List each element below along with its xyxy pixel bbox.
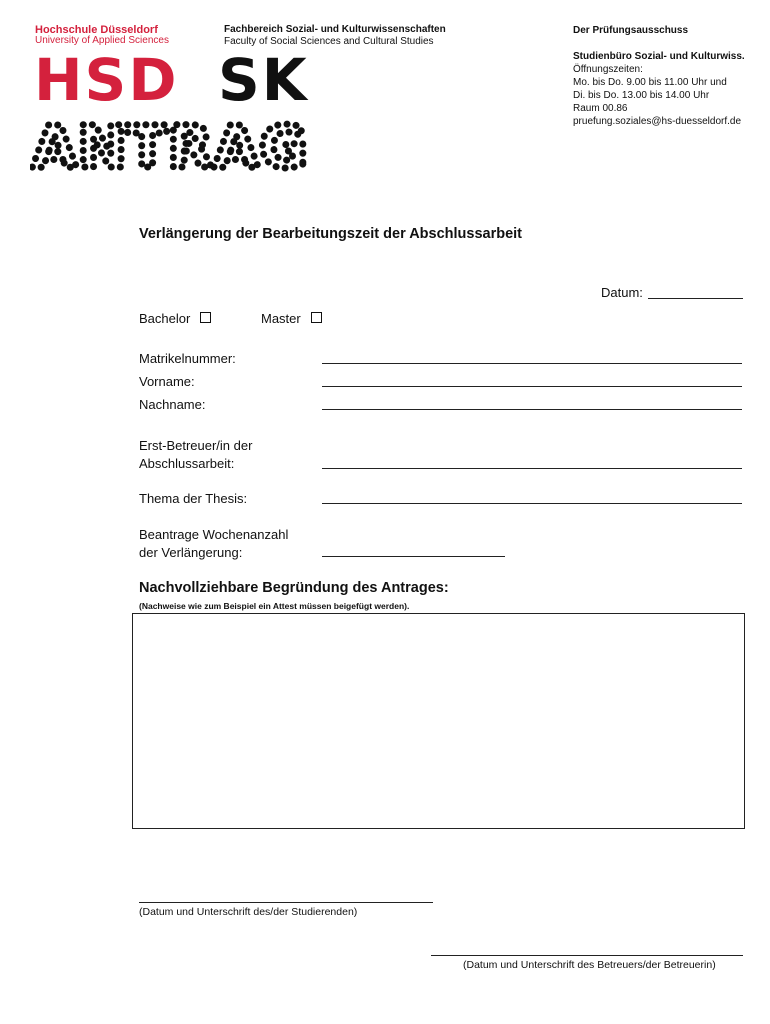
student-signature-line[interactable] [139, 902, 433, 903]
wochen-label-line-1: Beantrage Wochenanzahl [139, 527, 289, 542]
thema-field[interactable] [322, 503, 742, 504]
betreuer-field[interactable] [322, 468, 742, 469]
reason-note: (Nachweise wie zum Beispiel ein Attest müssen beigefügt werden). [139, 601, 410, 611]
vorname-field[interactable] [322, 386, 742, 387]
betreuer-label-line-1: Erst-Betreuer/in der [139, 438, 253, 453]
student-signature-label: (Datum und Unterschrift des/der Studierenden) [139, 906, 358, 918]
nachname-label: Nachname: [139, 397, 206, 412]
hours-line-1: Mo. bis Do. 9.00 bis 11.00 Uhr und [573, 77, 727, 88]
reason-textarea[interactable] [132, 613, 745, 829]
hours-line-2: Di. bis Do. 13.00 bis 14.00 Uhr [573, 90, 710, 101]
betreuer-label-line-2: Abschlussarbeit: [139, 456, 235, 471]
office-name: Studienbüro Sozial- und Kulturwiss. [573, 51, 745, 62]
reason-title: Nachvollziehbare Begründung des Antrages: [139, 580, 449, 596]
wochen-label-line-2: der Verlängerung: [139, 545, 243, 560]
supervisor-signature-label: (Datum und Unterschrift des Betreuers/der Betreuerin) [463, 959, 716, 971]
logo-hsd-text: HSD [34, 48, 179, 114]
room: Raum 00.86 [573, 103, 628, 114]
hours-label: Öffnungszeiten: [573, 64, 643, 75]
vorname-label: Vorname: [139, 374, 195, 389]
matrikel-field[interactable] [322, 363, 742, 364]
hsd-sk-antrag-logo [30, 48, 370, 176]
supervisor-signature-line[interactable] [431, 955, 743, 956]
bachelor-checkbox[interactable] [200, 312, 211, 323]
office-email: pruefung.soziales@hs-duesseldorf.de [573, 116, 742, 127]
matrikel-label: Matrikelnummer: [139, 351, 236, 366]
date-label: Datum: [601, 285, 643, 300]
committee-name: Der Prüfungsausschuss [573, 25, 689, 36]
office-info [573, 24, 745, 128]
master-label: Master [261, 311, 301, 326]
faculty-subtitle: Faculty of Social Sciences and Cultural Studies [224, 36, 434, 47]
wochen-field[interactable] [322, 556, 505, 557]
university-subtitle: University of Applied Sciences [35, 35, 169, 46]
logo-sk-text: SK [218, 48, 309, 114]
university-name: Hochschule Düsseldorf [35, 24, 158, 36]
faculty-title: Fachbereich Sozial- und Kulturwissenschaften [224, 24, 446, 35]
master-option [261, 310, 322, 328]
document-title: Verlängerung der Bearbeitungszeit der Abschlussarbeit [139, 226, 523, 242]
bachelor-label: Bachelor [139, 311, 191, 326]
date-field[interactable] [648, 298, 743, 299]
thema-label: Thema der Thesis: [139, 491, 248, 506]
master-checkbox[interactable] [311, 312, 322, 323]
logo-antrag-dotted-text: ANTRAG [32, 113, 309, 176]
nachname-field[interactable] [322, 409, 742, 410]
bachelor-option [139, 310, 211, 328]
